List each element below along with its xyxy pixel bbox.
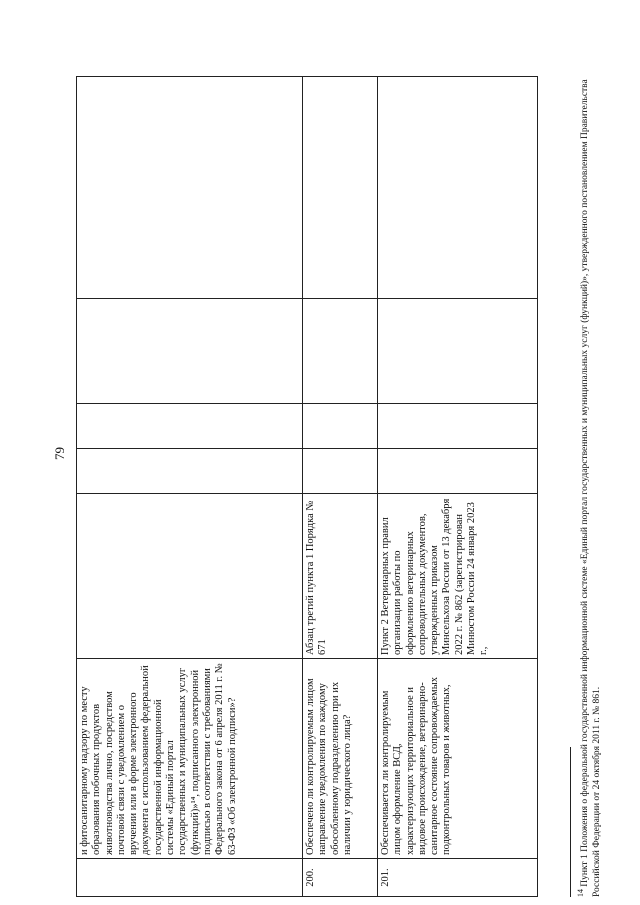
footnote-divider — [570, 747, 571, 897]
question-cell: и фитосанитарному надзору по месту образования побочных продуктов животноводства лично, посредством почтовой связи с уведомлением о вручении или в форме электронного документа с использованием федеральной государственной информационной системы «Единый портал государственных и муниципальных услуг (функций)»¹⁴, подписанного электронной подписью в соответствии с требованиями Федерального закона от 6 апреля 2011 г. № 63-ФЗ «Об электронной подписи»? — [77, 659, 303, 859]
row-number — [77, 859, 303, 897]
page-number: 79 — [52, 447, 67, 460]
empty-cell — [303, 449, 378, 494]
empty-cell — [303, 404, 378, 449]
empty-cell — [77, 449, 303, 494]
reference-cell — [77, 494, 303, 659]
footnote — [570, 77, 603, 897]
empty-cell — [303, 299, 378, 404]
empty-cell — [77, 299, 303, 404]
empty-cell — [77, 77, 303, 299]
table-row — [378, 77, 538, 897]
empty-cell — [378, 299, 538, 404]
table-row — [77, 77, 303, 897]
empty-cell — [77, 404, 303, 449]
reference-cell: Абзац третий пункта 1 Порядка № 671 — [303, 494, 378, 659]
empty-cell — [378, 404, 538, 449]
row-number: 200. — [303, 859, 378, 897]
reference-cell: Пункт 2 Ветеринарных правил организации работы по оформлению ветеринарных сопроводительных документов, утвержденных приказом Минсельхоза России от 13 декабря 2022 г. № 862 (зарегистрирован Минюстом России 24 января 2023 г., — [378, 494, 538, 659]
empty-cell — [303, 77, 378, 299]
table-row — [303, 77, 378, 897]
row-number: 201. — [378, 859, 538, 897]
checklist-table — [76, 76, 538, 897]
footnote-marker: 14 — [576, 889, 585, 897]
footnote-text: Пункт 1 Положения о федеральной государственной информационной системе «Единый портал государственных и муниципальных услуг (функций)», утвержденного постановлением Правительства Российской Федерации от 24 октября 2011 г. № 861. — [580, 79, 603, 897]
question-cell: Обеспечивается ли контролируемым лицом оформление ВСД, характеризующих территориальное и видовое происхождение, ветеринарно-санитарное состояние сопровождаемых подконтрольных товаров и животных, — [378, 659, 538, 859]
empty-cell — [378, 77, 538, 299]
question-cell: Обеспечено ли контролируемым лицом направление уведомления по каждому обособленному подразделению при их наличии у юридического лица? — [303, 659, 378, 859]
empty-cell — [378, 449, 538, 494]
